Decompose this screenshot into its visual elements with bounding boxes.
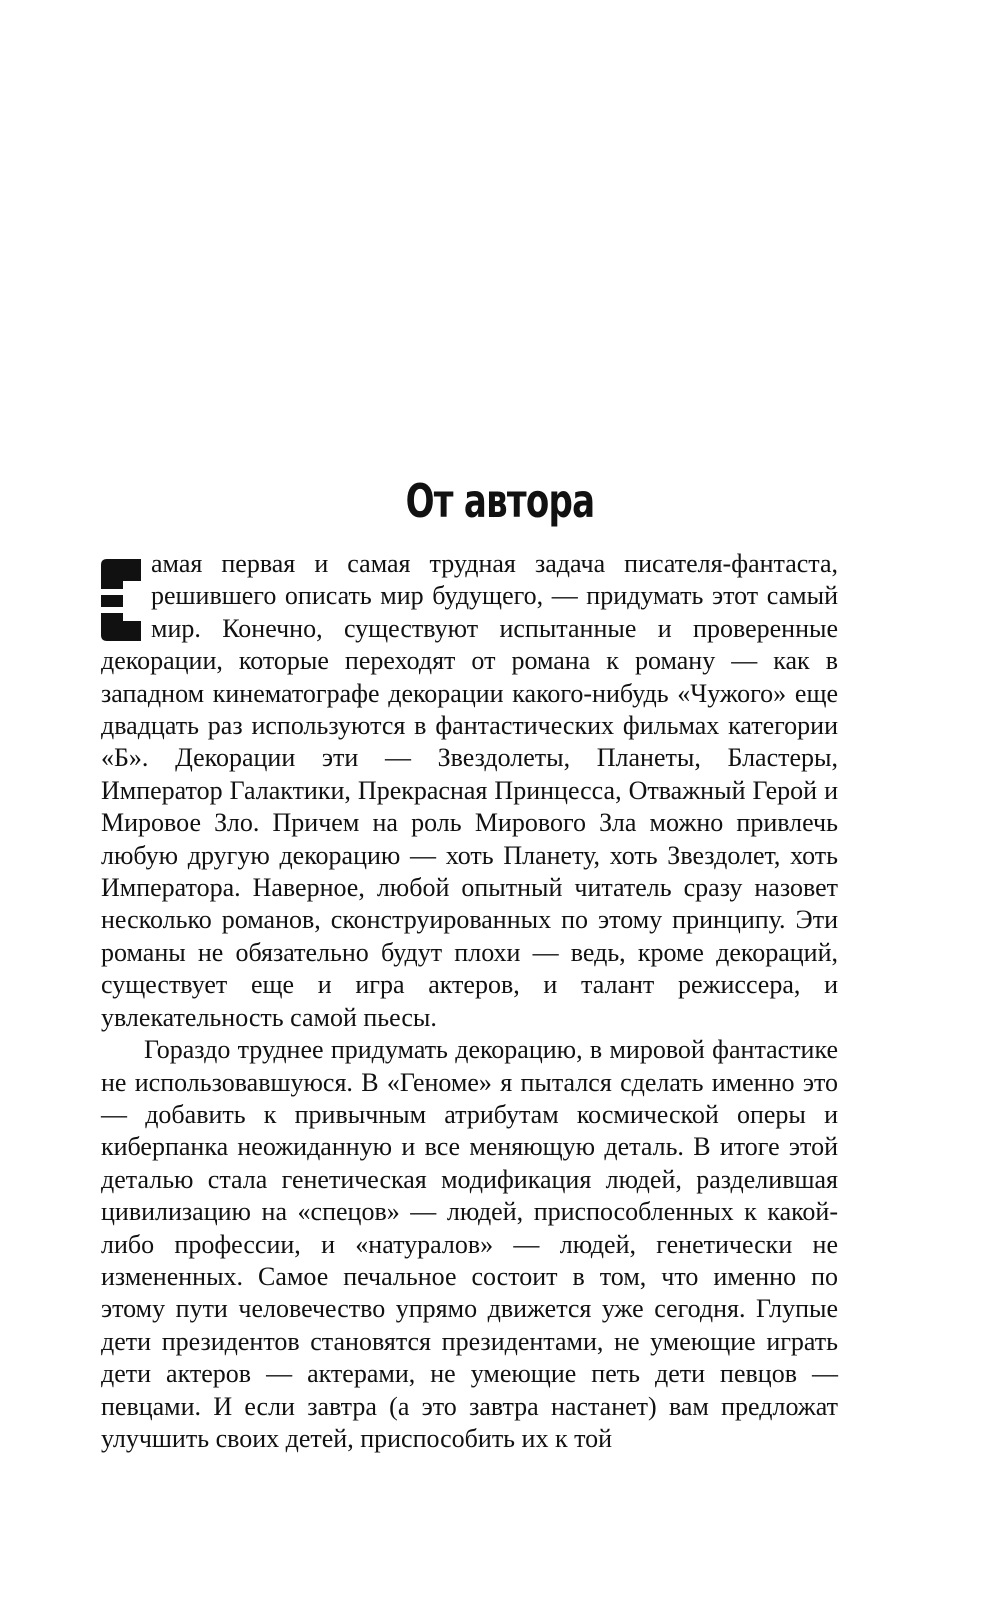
paragraph-1-text: амая первая и самая трудная задача писателя-фантаста, решившего описать мир будущего, — придумать этот самый мир. Конечно, существуют испытанные и проверенные декорации, которые переходят от романа к роману — как в западном кинематографе декорации какого-нибудь «Чужого» еще двадцать раз используются в фантастических фильмах категории «Б». Декорации эти — Звездолеты, Планеты, Бластеры, Император Галактики, Прекрасная Принцесса, Отважный Герой и Мировое Зло. Причем на роль Мирового Зла можно привлечь любую другую декорацию — хоть Планету, хоть Звездолет, хоть Императора. Наверное, любой опытный читатель сразу назовет несколько романов, сконструированных по этому принципу. Эти романы не обязательно будут плохи — ведь, кроме декораций, существует еще и игра актеров, и талант режиссера, и увлекательность самой пьесы. (101, 549, 838, 1032)
paragraph-2: Гораздо труднее придумать декорацию, в мировой фантастике не использовавшуюся. В «Геноме» я пытался сделать именно это — добавить к привычным атрибутам космической оперы и киберпанка неожиданную и все меняющую деталь. В итоге этой деталью стала генетическая модификация людей, разделившая цивилизацию на «спецов» — людей, приспособленных к какой-либо профессии, и «натуралов» — людей, генетически не измененных. Самое печальное состоит в том, что именно по этому пути человечество упрямо движется уже сегодня. Глупые дети президентов становятся президентами, не умеющие играть дети актеров — актерами, не умеющие петь дети певцов — певцами. И если завтра (а это завтра настанет) вам предложат улучшить своих детей, приспособить их к той (101, 1035, 838, 1453)
drop-cap-letter (101, 559, 141, 641)
chapter-title: От автора (405, 474, 595, 528)
body-text (101, 548, 838, 1455)
paragraph-1 (101, 548, 838, 1034)
